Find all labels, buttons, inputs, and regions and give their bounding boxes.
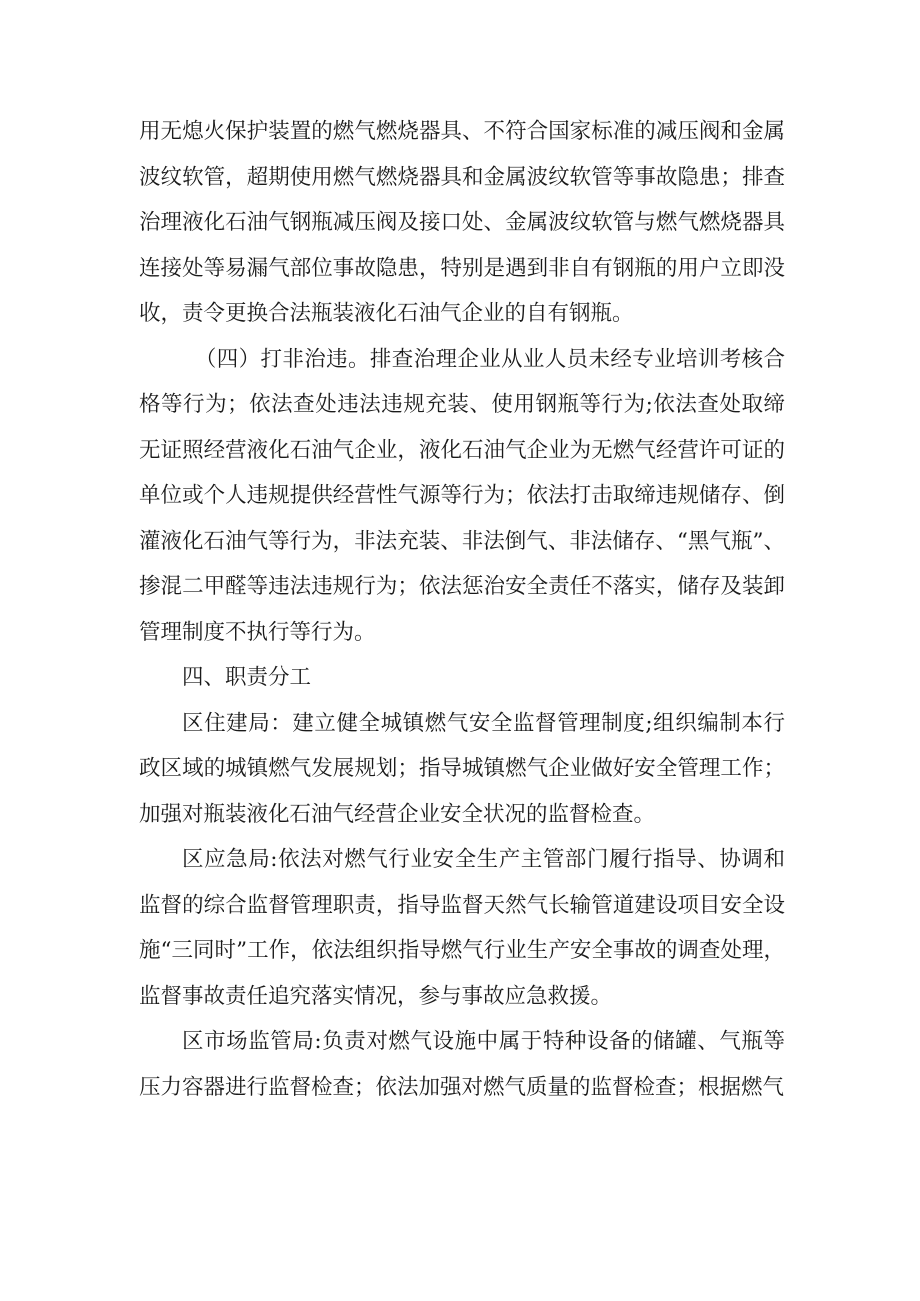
paragraph-market-bureau: 区市场监管局:负责对燃气设施中属于特种设备的储罐、气瓶等压力容器进行监督检查；依法加强对燃气质量的监督检查；根据燃气 xyxy=(139,1029,785,1100)
heading-responsibilities: 四、职责分工 xyxy=(182,665,312,690)
paragraph-section-four: （四）打非治违。排查治理企业从业人员未经专业培训考核合格等行为；依法查处违法违规充装、使用钢瓶等行为;依法查处取缔无证照经营液化石油气企业，液化石油气企业为无燃气经营许可证的单位或个人违规提供经营性气源等行为；依法打击取缔违规储存、倒灌液化石油气等行为，非法充装、非法倒气、非法储存、“黑气瓶”、掺混二甲醛等违法违规行为；依法惩治安全责任不落实，储存及装卸管理制度不执行等行为。 xyxy=(139,346,785,645)
paragraph-housing-bureau: 区住建局：建立健全城镇燃气安全监督管理制度;组织编制本行政区域的城镇燃气发展规划；指导城镇燃气企业做好安全管理工作；加强对瓶装液化石油气经营企业安全状况的监督检查。 xyxy=(139,710,785,827)
paragraph-emergency-bureau: 区应急局:依法对燃气行业安全生产主管部门履行指导、协调和监督的综合监督管理职责，指导监督天然气长输管道建设项目安全设施“三同时”工作，依法组织指导燃气行业生产安全事故的调查处理，监督事故责任追究落实情况，参与事故应急救援。 xyxy=(139,847,785,1009)
document-body xyxy=(139,109,785,1110)
paragraph-continuation: 用无熄火保护装置的燃气燃烧器具、不符合国家标准的减压阀和金属波纹软管，超期使用燃气燃烧器具和金属波纹软管等事故隐患；排查治理液化石油气钢瓶减压阀及接口处、金属波纹软管与燃气燃烧器具连接处等易漏气部位事故隐患，特别是遇到非自有钢瓶的用户立即没收，责令更换合法瓶装液化石油气企业的自有钢瓶。 xyxy=(139,119,785,326)
